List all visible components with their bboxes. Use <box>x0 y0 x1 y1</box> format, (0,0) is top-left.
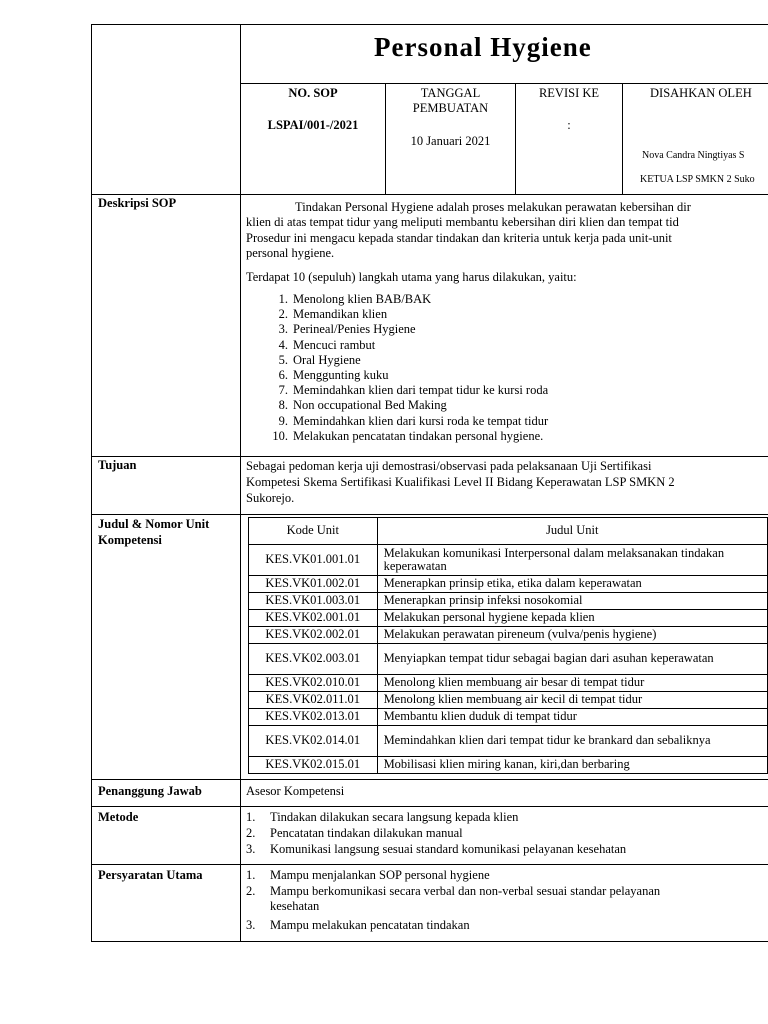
list-number: 2. <box>246 825 256 840</box>
tujuan-line-3: Sukorejo. <box>246 491 295 505</box>
row-divider-unit <box>91 514 768 515</box>
unit-label-1: Judul & Nomor Unit <box>98 517 210 531</box>
penanggung-label: Penanggung Jawab <box>98 784 202 798</box>
list-number: 5. <box>278 352 288 367</box>
unit-code: KES.VK02.011.01 <box>249 692 378 709</box>
revisi-label: REVISI KE <box>538 86 600 100</box>
table-row <box>249 593 768 610</box>
table-row <box>249 726 768 757</box>
list-text: Mampu berkomunikasi secara verbal dan non-verbal sesuai standar pelayanan <box>270 883 661 898</box>
header-divider-3 <box>622 83 623 194</box>
unit-code: KES.VK01.003.01 <box>249 593 378 610</box>
table-row <box>249 692 768 709</box>
disahkan-title: KETUA LSP SMKN 2 Suko <box>640 174 755 185</box>
deskripsi-line-2: klien di atas tempat tidur yang meliputi membantu kebersihan diri klien dan tempat tid <box>246 215 679 229</box>
list-text: Komunikasi langsung sesuai standard komunikasi pelayanan kesehatan <box>270 842 627 856</box>
persyaratan-list <box>246 868 660 933</box>
list-item <box>246 307 548 322</box>
no-sop-label: NO. SOP <box>288 86 338 100</box>
table-row <box>249 644 768 675</box>
list-number: 1. <box>246 868 256 882</box>
col-header-title: Judul Unit <box>377 518 767 545</box>
deskripsi-line-1: Tindakan Personal Hygiene adalah proses melakukan perawatan kebersihan dir <box>295 200 691 214</box>
list-item <box>246 353 548 368</box>
list-text: Melakukan pencatatan tindakan personal hygiene. <box>293 428 544 443</box>
unit-title: Menerapkan prinsip infeksi nosokomial <box>377 593 767 610</box>
list-item <box>246 398 548 413</box>
unit-code: KES.VK02.003.01 <box>249 644 378 675</box>
row-divider-metode <box>91 806 768 807</box>
list-number: 7. <box>278 383 288 398</box>
unit-code: KES.VK01.002.01 <box>249 576 378 593</box>
list-text: Perineal/Penies Hygiene <box>293 322 416 337</box>
list-number: 1. <box>278 292 288 306</box>
metode-label: Metode <box>98 810 139 824</box>
deskripsi-label: Deskripsi SOP <box>98 196 177 210</box>
metode-list <box>246 810 626 858</box>
table-row <box>249 576 768 593</box>
unit-code: KES.VK02.014.01 <box>249 726 378 757</box>
table-row <box>249 545 768 576</box>
list-text: Memindahkan klien dari kursi roda ke tempat tidur <box>293 413 549 428</box>
tanggal-value: 10 Januari 2021 <box>410 134 491 148</box>
list-item <box>246 383 548 398</box>
list-text: Oral Hygiene <box>293 352 361 367</box>
tanggal-label-2: PEMBUATAN <box>412 101 489 115</box>
tujuan-line-1: Sebagai pedoman kerja uji demostrasi/observasi pada pelaksanaan Uji Sertifikasi <box>246 459 652 473</box>
list-item <box>246 368 548 383</box>
list-text: Memandikan klien <box>293 307 388 322</box>
list-number: 3. <box>278 322 288 337</box>
row-divider-tujuan <box>91 456 768 457</box>
tanggal-label-1: TANGGAL <box>420 86 481 100</box>
unit-title: Melakukan komunikasi Interpersonal dalam melaksanakan tindakan keperawatan <box>377 545 767 576</box>
list-number: 3. <box>246 917 256 932</box>
list-number: 3. <box>246 842 256 856</box>
list-item <box>246 868 660 884</box>
list-item <box>246 292 548 307</box>
list-item <box>246 414 548 429</box>
disahkan-name: Nova Candra Ningtiyas S <box>642 150 745 161</box>
list-text: Mencuci rambut <box>293 337 376 352</box>
unit-code: KES.VK01.001.01 <box>249 545 378 576</box>
row-divider-persyaratan <box>91 864 768 865</box>
unit-title: Melakukan perawatan pireneum (vulva/penis hygiene) <box>377 627 767 644</box>
unit-title: Mobilisasi klien miring kanan, kiri,dan berbaring <box>377 757 767 774</box>
no-sop-value: LSPAI/001-/2021 <box>267 118 359 132</box>
list-item <box>246 429 548 444</box>
col-header-code: Kode Unit <box>249 518 378 545</box>
unit-title: Membantu klien duduk di tempat tidur <box>377 709 767 726</box>
list-item <box>246 918 660 934</box>
unit-title: Menerapkan prinsip etika, etika dalam keperawatan <box>377 576 767 593</box>
list-text: Menolong klien BAB/BAK <box>293 292 432 306</box>
list-text: Non occupational Bed Making <box>293 398 447 413</box>
list-text: Memindahkan klien dari tempat tidur ke kursi roda <box>293 383 549 398</box>
list-item <box>246 338 548 353</box>
unit-title: Menyiapkan tempat tidur sebagai bagian dari asuhan keperawatan <box>377 644 767 675</box>
deskripsi-intro: Terdapat 10 (sepuluh) langkah utama yang harus dilakukan, yaitu: <box>246 270 577 284</box>
list-number: 9. <box>278 413 288 428</box>
list-number: 10. <box>272 428 288 443</box>
unit-label-2: Kompetensi <box>98 533 162 547</box>
list-number: 8. <box>278 398 288 413</box>
unit-code: KES.VK02.013.01 <box>249 709 378 726</box>
deskripsi-line-4: personal hygiene. <box>246 246 335 260</box>
steps-list <box>246 292 548 444</box>
list-text: kesehatan <box>270 899 320 913</box>
unit-title: Melakukan personal hygiene kepada klien <box>377 610 767 627</box>
list-item <box>246 884 660 900</box>
list-number: 2. <box>278 307 288 322</box>
unit-title: Memindahkan klien dari tempat tidur ke brankard dan sebaliknya <box>377 726 767 757</box>
list-item <box>246 899 660 915</box>
deskripsi-line-3: Prosedur ini mengacu kepada standar tindakan dan kriteria untuk kerja pada unit-unit <box>246 231 672 245</box>
row-divider-penanggung <box>91 779 768 780</box>
list-item <box>246 322 548 337</box>
unit-code: KES.VK02.015.01 <box>249 757 378 774</box>
unit-table <box>248 517 768 774</box>
unit-code: KES.VK02.002.01 <box>249 627 378 644</box>
list-text: Mampu melakukan pencatatan tindakan <box>270 917 470 932</box>
list-text: Pencatatan tindakan dilakukan manual <box>270 825 463 840</box>
penanggung-value: Asesor Kompetensi <box>246 784 345 798</box>
unit-code: KES.VK02.001.01 <box>249 610 378 627</box>
revisi-value: : <box>567 118 571 132</box>
row-divider-deskripsi <box>91 194 768 195</box>
list-text: Menggunting kuku <box>293 368 389 383</box>
page-title: Personal Hygiene <box>374 32 592 62</box>
tujuan-label: Tujuan <box>98 458 137 472</box>
disahkan-label: DISAHKAN OLEH <box>650 86 752 100</box>
table-row <box>249 610 768 627</box>
list-text: Mampu menjalankan SOP personal hygiene <box>270 868 490 882</box>
list-number: 2. <box>246 883 256 898</box>
list-number: 1. <box>246 810 256 824</box>
table-row <box>249 757 768 774</box>
list-number: 4. <box>278 337 288 352</box>
title-divider <box>240 83 768 84</box>
table-row <box>249 709 768 726</box>
list-item <box>246 842 626 858</box>
unit-title: Menolong klien membuang air kecil di tempat tidur <box>377 692 767 709</box>
list-text: Tindakan dilakukan secara langsung kepada klien <box>270 810 519 824</box>
table-row <box>249 675 768 692</box>
left-column-divider <box>240 24 241 942</box>
table-header-row <box>249 518 768 545</box>
list-item <box>246 826 626 842</box>
unit-code: KES.VK02.010.01 <box>249 675 378 692</box>
list-item <box>246 810 626 826</box>
table-row <box>249 627 768 644</box>
unit-title: Menolong klien membuang air besar di tempat tidur <box>377 675 767 692</box>
list-number: 6. <box>278 368 288 383</box>
persyaratan-label: Persyaratan Utama <box>98 868 203 882</box>
tujuan-line-2: Kompetesi Skema Sertifikasi Kualifikasi Level II Bidang Keperawatan LSP SMKN 2 <box>246 475 675 489</box>
